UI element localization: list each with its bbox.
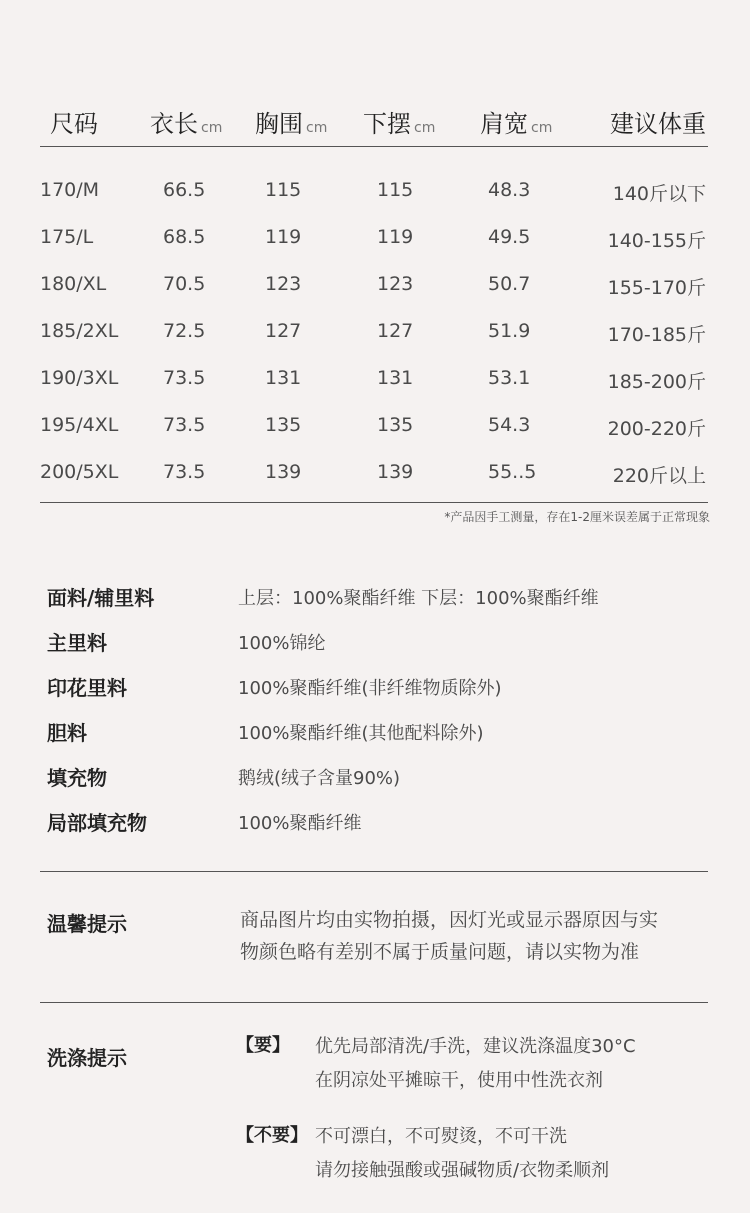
- header-chest: 胸围 cm: [255, 110, 328, 138]
- material-row: [45, 803, 710, 843]
- material-row: [45, 758, 710, 798]
- cell-length: 73.5: [163, 414, 206, 436]
- cell-shoulder: 55..5: [488, 461, 537, 483]
- material-row: [45, 713, 710, 753]
- material-label: 面料/辅里料: [47, 586, 155, 610]
- cell-chest: 123: [265, 273, 302, 295]
- material-value: 上层：100%聚酯纤维 下层：100%聚酯纤维: [238, 588, 599, 609]
- wash-dont-line: 不可漂白，不可熨烫，不可干洗: [315, 1126, 567, 1147]
- cell-chest: 127: [265, 320, 302, 342]
- header-weight: 建议体重: [610, 110, 706, 138]
- wash-dont-line: 请勿接触强酸或强碱物质/衣物柔顺剂: [315, 1160, 610, 1181]
- cell-hem: 123: [377, 273, 414, 295]
- cell-chest: 115: [265, 179, 302, 201]
- cell-shoulder: 48.3: [488, 179, 531, 201]
- cell-weight: 155-170斤: [607, 277, 706, 299]
- cell-weight: 220斤以上: [612, 465, 706, 487]
- cell-hem: 127: [377, 320, 414, 342]
- table-row: [40, 220, 708, 260]
- cell-shoulder: 50.7: [488, 273, 531, 295]
- cell-shoulder: 54.3: [488, 414, 531, 436]
- cell-size: 185/2XL: [40, 320, 119, 342]
- table-row: [40, 408, 708, 448]
- material-value: 100%聚酯纤维(非纤维物质除外): [238, 678, 502, 699]
- wash-do-tag: 【要】: [236, 1035, 290, 1056]
- cell-size: 180/XL: [40, 273, 107, 295]
- table-row: [40, 314, 708, 354]
- cell-length: 73.5: [163, 367, 206, 389]
- cell-weight: 170-185斤: [607, 324, 706, 346]
- cell-size: 200/5XL: [40, 461, 119, 483]
- wash-do-line: 在阴凉处平摊晾干，使用中性洗衣剂: [315, 1070, 603, 1091]
- tips-label: 温馨提示: [47, 912, 127, 936]
- material-label: 印花里料: [47, 676, 127, 700]
- cell-length: 70.5: [163, 273, 206, 295]
- cell-hem: 131: [377, 367, 414, 389]
- material-label: 局部填充物: [47, 811, 147, 835]
- material-value: 100%聚酯纤维(其他配料除外): [238, 723, 484, 744]
- measurement-note: *产品因手工测量，存在1-2厘米误差属于正常现象: [444, 510, 710, 524]
- cell-chest: 119: [265, 226, 302, 248]
- cell-hem: 119: [377, 226, 414, 248]
- cell-weight: 140斤以下: [612, 183, 706, 205]
- material-row: [45, 668, 710, 708]
- cell-hem: 135: [377, 414, 414, 436]
- cell-hem: 115: [377, 179, 414, 201]
- cell-weight: 140-155斤: [607, 230, 706, 252]
- cell-length: 73.5: [163, 461, 206, 483]
- size-table: [40, 92, 708, 503]
- table-row: [40, 267, 708, 307]
- cell-chest: 139: [265, 461, 302, 483]
- material-label: 胆料: [47, 721, 87, 745]
- header-size: 尺码: [50, 110, 98, 138]
- material-row: [45, 623, 710, 663]
- size-table-header: [40, 92, 708, 147]
- cell-shoulder: 49.5: [488, 226, 531, 248]
- material-row: [45, 578, 710, 618]
- header-length: 衣长 cm: [150, 110, 223, 138]
- section-divider: [40, 1002, 708, 1003]
- cell-shoulder: 51.9: [488, 320, 531, 342]
- wash-do-line: 优先局部清洗/手洗，建议洗涤温度30°C: [315, 1036, 636, 1057]
- cell-size: 195/4XL: [40, 414, 119, 436]
- wash-label: 洗涤提示: [47, 1046, 127, 1070]
- material-value: 100%锦纶: [238, 633, 326, 654]
- cell-size: 175/L: [40, 226, 94, 248]
- table-row: [40, 361, 708, 401]
- cell-chest: 131: [265, 367, 302, 389]
- cell-length: 72.5: [163, 320, 206, 342]
- material-value: 鹅绒(绒子含量90%): [238, 768, 401, 789]
- material-label: 填充物: [47, 766, 107, 790]
- cell-length: 66.5: [163, 179, 206, 201]
- cell-size: 190/3XL: [40, 367, 119, 389]
- cell-weight: 185-200斤: [607, 371, 706, 393]
- table-row: [40, 455, 708, 495]
- section-divider: [40, 871, 708, 872]
- cell-hem: 139: [377, 461, 414, 483]
- cell-chest: 135: [265, 414, 302, 436]
- table-row: [40, 173, 708, 213]
- tips-line: 物颜色略有差别不属于质量问题，请以实物为准: [240, 941, 640, 963]
- cell-size: 170/M: [40, 179, 100, 201]
- cell-shoulder: 53.1: [488, 367, 531, 389]
- size-table-body: [40, 147, 708, 503]
- cell-length: 68.5: [163, 226, 206, 248]
- header-hem: 下摆 cm: [363, 110, 436, 138]
- tips-line: 商品图片均由实物拍摄，因灯光或显示器原因与实: [240, 909, 659, 931]
- material-label: 主里料: [47, 631, 107, 655]
- cell-weight: 200-220斤: [607, 418, 706, 440]
- wash-dont-tag: 【不要】: [236, 1125, 308, 1146]
- material-value: 100%聚酯纤维: [238, 813, 362, 834]
- header-shoulder: 肩宽 cm: [480, 110, 553, 138]
